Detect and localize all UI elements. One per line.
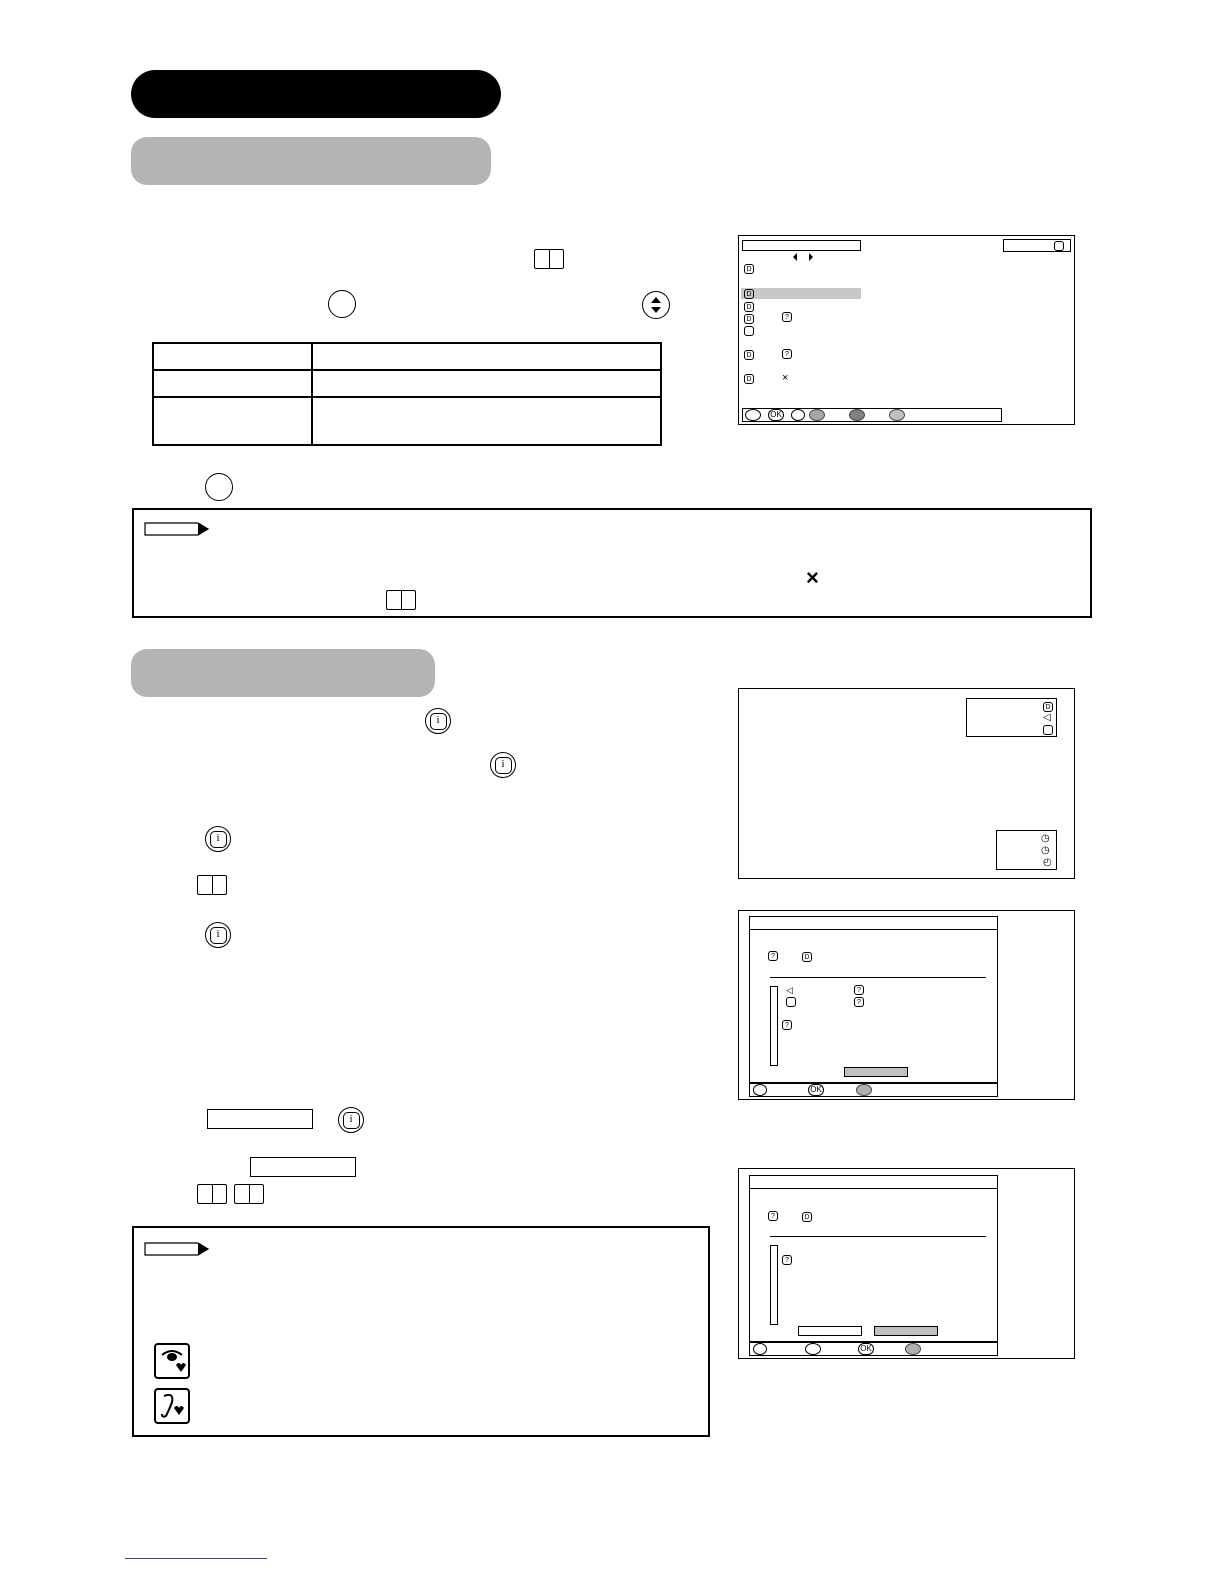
left-right-nav-icon <box>805 1343 821 1355</box>
info-panel <box>749 916 998 1083</box>
navigation-pad-icon <box>745 409 761 421</box>
screen-source-box <box>1003 239 1071 252</box>
color-button-icon <box>849 409 865 421</box>
info-panel-title-line <box>750 929 997 930</box>
note-pencil-icon <box>144 1242 210 1256</box>
info-panel-title-line <box>750 1188 997 1189</box>
analog-tv-icon <box>744 326 754 336</box>
info-panel-divider <box>770 977 986 978</box>
digital-tv-icon: D <box>802 952 812 962</box>
back-button-icon <box>791 409 805 421</box>
tv-screen-programme-info-2 <box>738 1168 1075 1359</box>
subsection-title-2 <box>131 649 435 697</box>
digital-tv-icon: D <box>744 374 754 384</box>
ear-heart-icon <box>154 1388 190 1424</box>
info-banner-bottom-right <box>996 830 1057 870</box>
left-right-arrows-icon <box>789 252 819 262</box>
digital-tv-icon: D <box>802 1212 812 1222</box>
digital-tv-icon: D <box>744 350 754 360</box>
key-icon: ? <box>768 951 778 961</box>
off-timer-icon: ◷ <box>1041 845 1050 856</box>
round-button-icon <box>328 290 356 318</box>
note-pencil-icon <box>144 522 210 536</box>
speaker-icon: ◁ <box>1043 712 1051 723</box>
page-reference-icon <box>197 875 227 895</box>
info-button-icon: i <box>205 826 231 852</box>
page-reference-icon <box>197 1184 227 1204</box>
page-reference-icon <box>534 249 564 269</box>
page-reference-icon <box>386 590 416 610</box>
round-button-icon <box>205 473 233 501</box>
channel-row-selected[interactable] <box>741 288 861 299</box>
digital-tv-icon: D <box>744 314 754 324</box>
info-panel-divider <box>770 1236 986 1237</box>
digital-tv-icon: D <box>744 264 754 274</box>
dialog-button-highlighted[interactable] <box>874 1326 938 1336</box>
subtitle-icon <box>1043 725 1053 735</box>
eye-heart-glyph <box>156 1345 188 1377</box>
tv-screen-channel-list <box>738 235 1075 425</box>
tv-screen-info-banner <box>738 688 1075 879</box>
scrollbar[interactable] <box>770 1245 778 1325</box>
digital-tv-icon: D <box>744 289 754 299</box>
inline-button-label-box <box>250 1157 356 1177</box>
subsection-title-1 <box>131 137 491 185</box>
scrollbar[interactable] <box>770 986 778 1066</box>
parental-lock-icon: ? <box>782 1255 792 1265</box>
key-icon: ? <box>768 1211 778 1221</box>
info-panel-control-bar <box>749 1083 998 1097</box>
page-reference-icon <box>234 1184 264 1204</box>
audio-description-icon: ? <box>854 985 864 995</box>
ok-button-icon: OK <box>768 409 784 421</box>
lock-icon: ? <box>782 349 792 359</box>
cross-symbol-icon: × <box>806 565 819 590</box>
highlighted-button[interactable] <box>844 1067 908 1077</box>
subtitle-icon <box>786 997 796 1007</box>
tv-source-icon <box>1054 241 1064 251</box>
updown-arrows-icon <box>643 292 669 318</box>
note-box <box>132 1226 710 1437</box>
section-title-bar <box>131 70 501 118</box>
info-button-icon: i <box>338 1107 364 1133</box>
info-button-icon: i <box>490 752 516 778</box>
digital-tv-icon: D <box>1043 702 1053 712</box>
footer-link[interactable] <box>125 1558 267 1559</box>
table-row-divider <box>153 369 661 371</box>
digital-tv-icon: D <box>744 302 754 312</box>
settings-table <box>152 342 662 446</box>
color-button-icon <box>905 1343 921 1355</box>
dialog-button[interactable] <box>798 1326 862 1336</box>
inline-button-label-box <box>207 1109 313 1129</box>
info-button-icon: i <box>425 708 451 734</box>
ear-heart-glyph <box>156 1390 188 1422</box>
teletext-icon: ? <box>854 997 864 1007</box>
parental-lock-icon: ? <box>782 1020 792 1030</box>
clock-icon: ◴ <box>1043 857 1052 868</box>
info-panel-control-bar <box>749 1342 998 1356</box>
info-banner-top-right <box>966 698 1057 737</box>
on-timer-icon: ◷ <box>1041 833 1050 844</box>
color-button-icon <box>809 409 825 421</box>
lock-icon: ? <box>782 312 792 322</box>
color-button-icon <box>856 1084 872 1096</box>
color-button-icon <box>889 409 905 421</box>
note-box <box>132 508 1092 618</box>
table-column-divider <box>311 343 313 445</box>
info-button-icon: i <box>205 922 231 948</box>
tv-screen-programme-info <box>738 910 1075 1100</box>
table-row-divider <box>153 396 661 398</box>
eye-heart-icon <box>154 1343 190 1379</box>
speaker-icon: ◁ <box>786 985 793 995</box>
screen-control-bar <box>742 408 1002 422</box>
up-down-nav-icon <box>753 1084 767 1096</box>
ok-button-icon: OK <box>808 1084 824 1096</box>
skip-cross-icon: × <box>782 372 789 384</box>
info-panel <box>749 1175 998 1342</box>
screen-title-box <box>742 240 861 251</box>
up-down-button-icon <box>642 291 670 319</box>
ok-button-icon: OK <box>858 1343 874 1355</box>
up-down-nav-icon <box>753 1343 767 1355</box>
